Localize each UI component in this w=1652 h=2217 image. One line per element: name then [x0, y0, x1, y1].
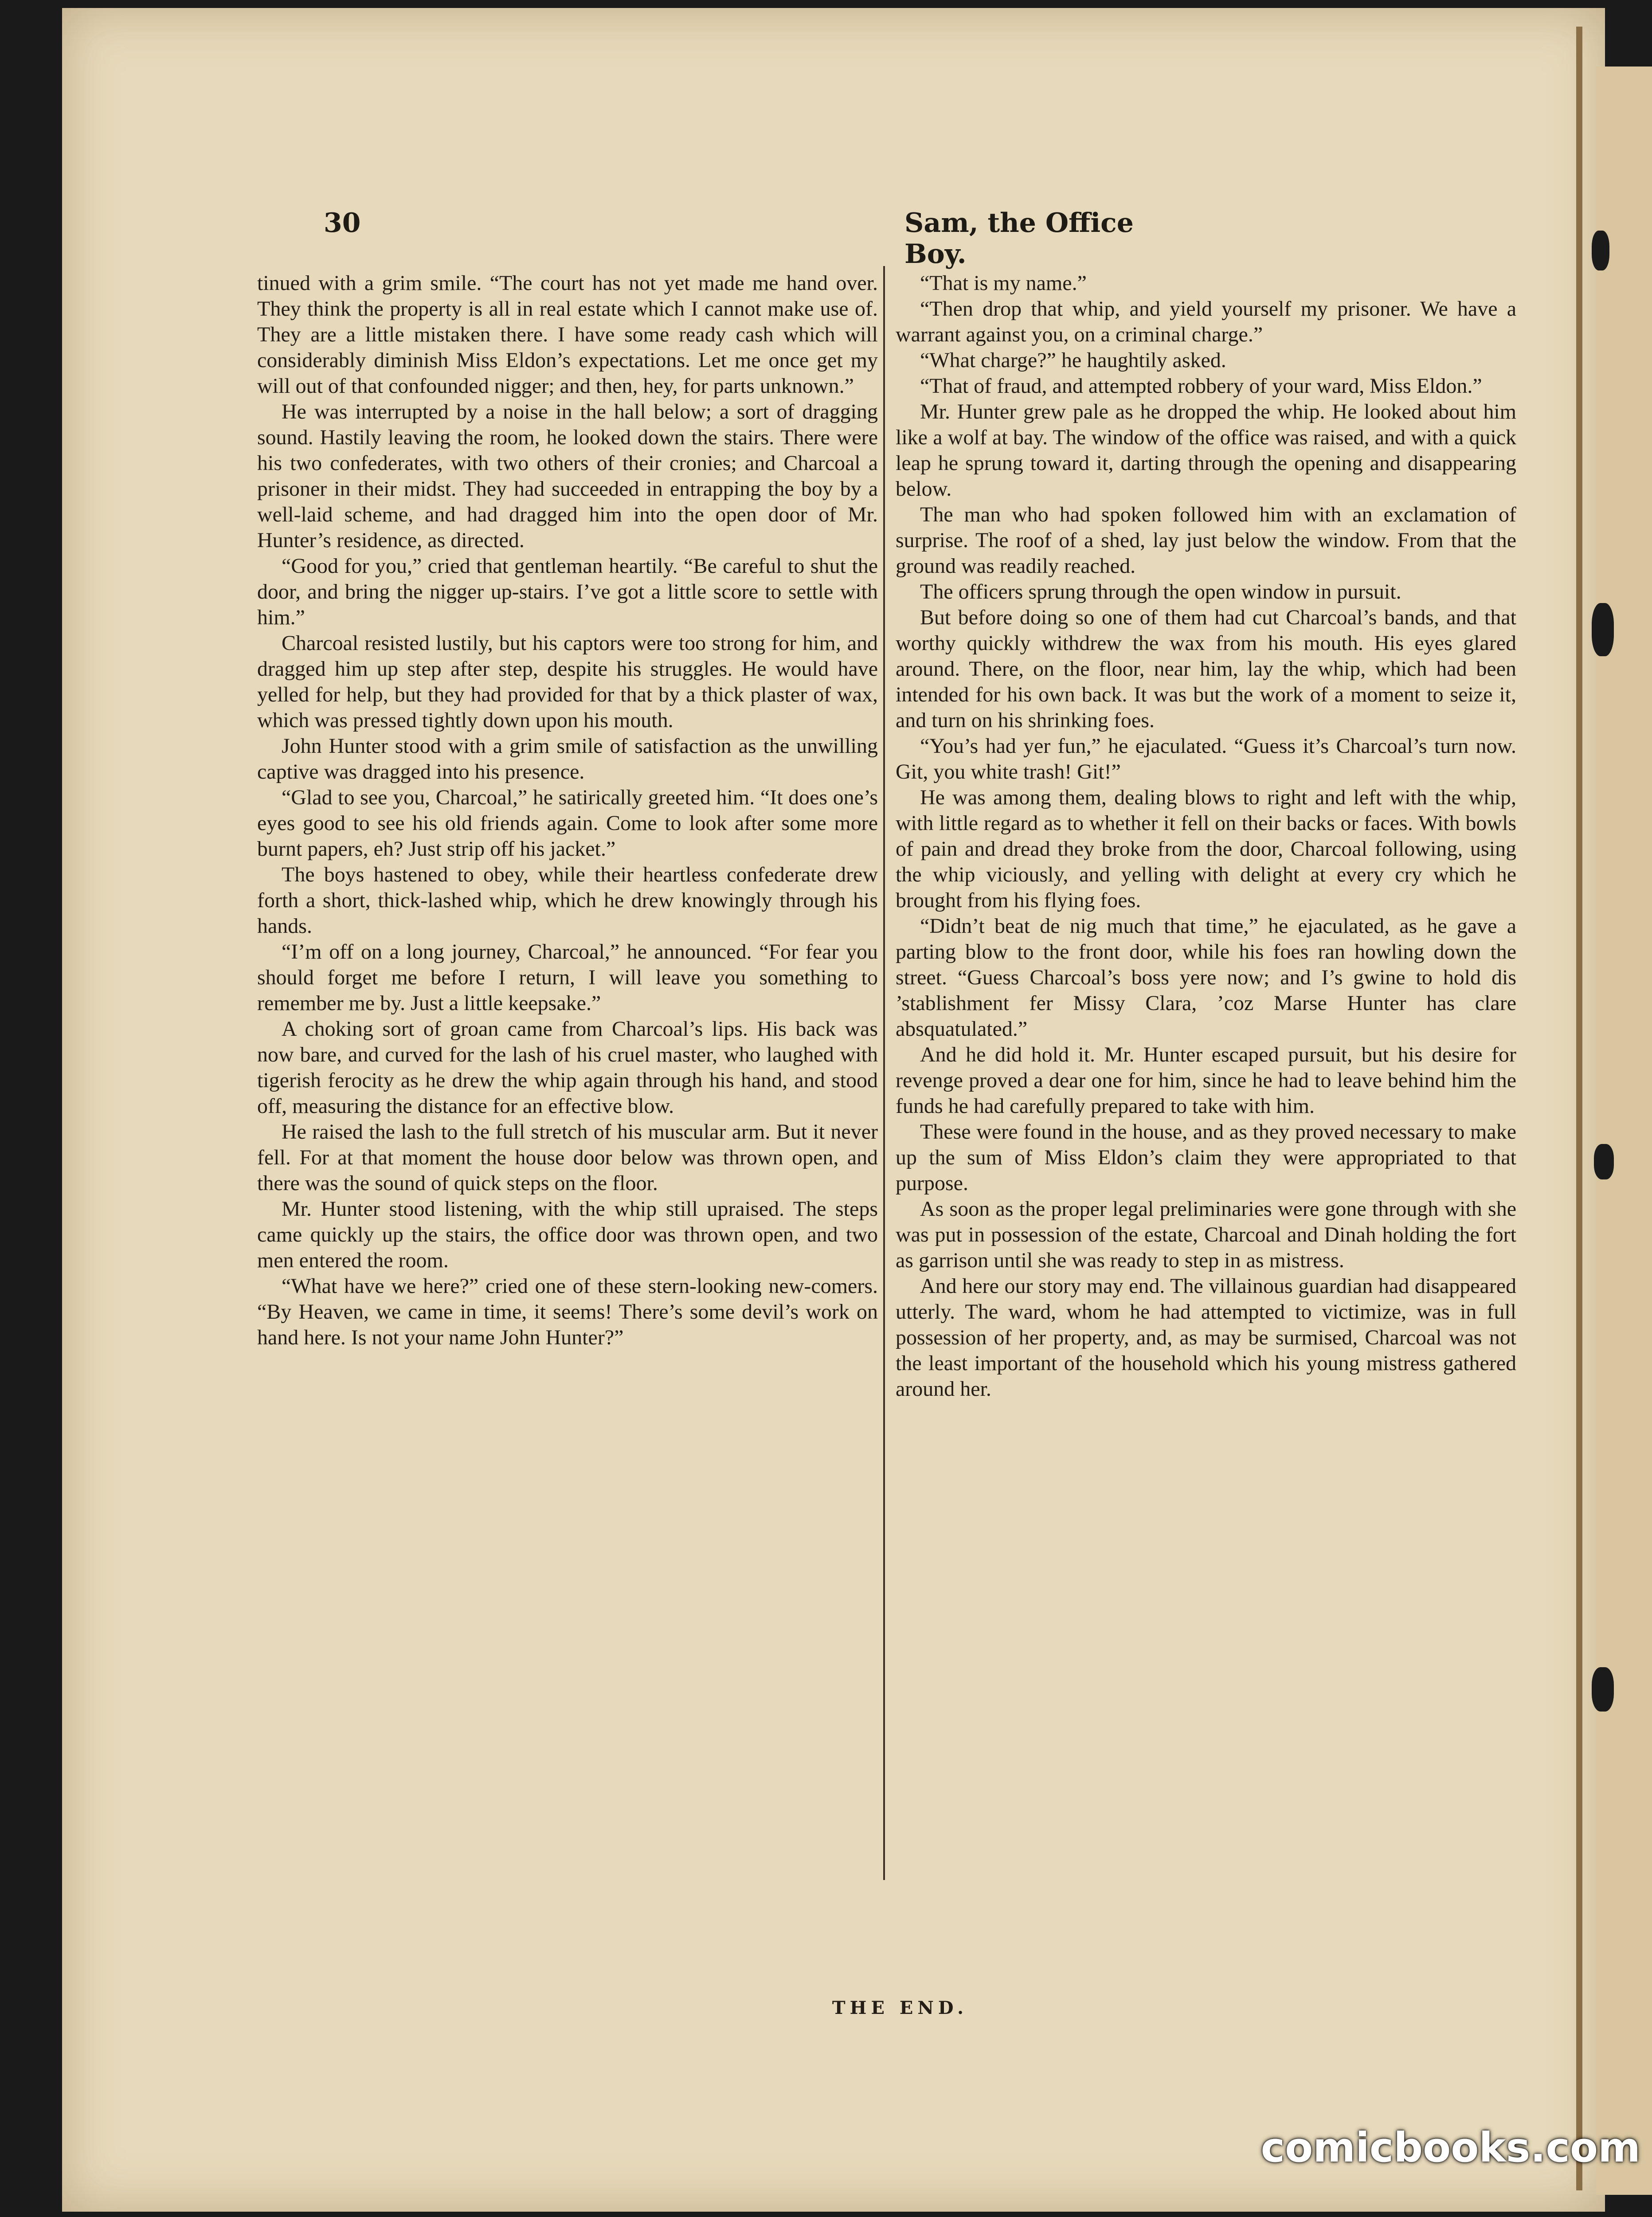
paragraph: And here our story may end. The villainous guardian had disappeared utterly. The ward, whom he had attempted to victimize, was in full possession of her property, and, as may be surmised, Charcoal was not the least important of the household which his young mistress gathered around her.	[896, 1274, 1516, 1401]
paragraph: He raised the lash to the full stretch of his muscular arm. But it never fell. For at that moment the house door below was thrown open, and there was the sound of quick steps on the floor.	[257, 1120, 878, 1195]
paragraph: But before doing so one of them had cut Charcoal’s bands, and that worthy quickly withdrew the wax from his mouth. His eyes glared around. There, on the floor, near him, lay the whip, which had been intended for his own back. It was but the work of a moment to seize it, and turn on his shrinking foes.	[896, 606, 1516, 732]
paragraph: Charcoal resisted lustily, but his captors were too strong for him, and dragged him up step after step, despite his struggles. He would have yelled for help, but they had provided for that by a thick plaster of wax, which was pressed tightly down upon his mouth.	[257, 631, 878, 732]
page-number: 30	[324, 208, 361, 239]
paragraph: And he did hold it. Mr. Hunter escaped pursuit, but his desire for revenge proved a dear one for him, since he had to leave behind him the funds he had carefully prepared to take with him.	[896, 1043, 1516, 1118]
paragraph: A choking sort of groan came from Charcoal’s lips. His back was now bare, and curved for the lash of his cruel master, who laughed with tigerish ferocity as he drew the whip again through his hand, and stood off, measuring the distance for an effective blow.	[257, 1017, 878, 1118]
running-title: Sam, the Office Boy.	[904, 208, 1134, 270]
paragraph: These were found in the house, and as they proved necessary to make up the sum of Miss Eldon’s claim they were appropriated to that purpose.	[896, 1120, 1516, 1195]
page-header	[257, 203, 1135, 270]
the-end-label: THE END.	[832, 1998, 968, 2018]
binding-stain	[1592, 603, 1614, 656]
paragraph: “What charge?” he haughtily asked.	[920, 349, 1226, 372]
binding-stain	[1592, 1667, 1614, 1712]
paragraph: “Didn’t beat de nig much that time,” he ejaculated, as he gave a parting blow to the front door, while his foes ran howling down the street. “Guess Charcoal’s boss yere now; and I’s gwine to hold dis ’stablishment fer Missy Clara, ’coz Marse Hunter has clare absquatulated.”	[896, 914, 1516, 1041]
paragraph: “Good for you,” cried that gentleman heartily. “Be careful to shut the door, and bring the nigger up-stairs. I’ve got a little score to settle with him.”	[257, 554, 878, 629]
paragraph: “You’s had yer fun,” he ejaculated. “Guess it’s Charcoal’s turn now. Git, you white trash! Git!”	[896, 734, 1516, 783]
paragraph: He was interrupted by a noise in the hall below; a sort of dragging sound. Hastily leaving the room, he looked down the stairs. There were his two confederates, with two others of their cronies; and Charcoal a prisoner in their midst. They had succeeded in entrapping the boy by a well-laid scheme, and had dragged him into the open door of Mr. Hunter’s residence, as directed.	[257, 400, 878, 552]
binding-stain	[1594, 1144, 1614, 1179]
paragraph: “Then drop that whip, and yield yourself my prisoner. We have a warrant against you, on a criminal charge.”	[896, 297, 1516, 346]
binding-stain	[1592, 231, 1609, 270]
paragraph: He was among them, dealing blows to right and left with the whip, with little regard as to whether it fell on their backs or faces. With bowls of pain and dread they broke from the door, Charcoal following, using the whip viciously, and yelling with delight at every cry which he brought from his flying foes.	[896, 786, 1516, 912]
column-divider	[883, 266, 885, 1880]
right-text-column	[896, 270, 1516, 1402]
paragraph: The boys hastened to obey, while their heartless confederate drew forth a short, thick-lashed whip, which he drew knowingly through his hands.	[257, 863, 878, 938]
paragraph: John Hunter stood with a grim smile of satisfaction as the unwilling captive was dragged into his presence.	[257, 734, 878, 783]
paragraph: Mr. Hunter stood listening, with the whip still upraised. The steps came quickly up the stairs, the office door was thrown open, and two men entered the room.	[257, 1197, 878, 1272]
paragraph: “Glad to see you, Charcoal,” he satirically greeted him. “It does one’s eyes good to see his old friends again. Come to look after some more burnt papers, eh? Just strip off his jacket.”	[257, 786, 878, 861]
paragraph: “I’m off on a long journey, Charcoal,” he announced. “For fear you should forget me before I return, I will leave you something to remember me by. Just a little keepsake.”	[257, 940, 878, 1015]
paragraph: As soon as the proper legal preliminaries were gone through with she was put in possession of the estate, Charcoal and Dinah holding the fort as garrison until she was ready to step in as mistress.	[896, 1197, 1516, 1272]
site-watermark: comicbooks.com	[1261, 2124, 1640, 2171]
paragraph: “That of fraud, and attempted robbery of your ward, Miss Eldon.”	[920, 374, 1482, 398]
paragraph: “What have we here?” cried one of these stern-looking new-comers. “By Heaven, we came in time, it seems! There’s some devil’s work on hand here. Is not your name John Hunter?”	[257, 1274, 878, 1349]
paragraph: The man who had spoken followed him with an exclamation of surprise. The roof of a shed, lay just below the window. From that the ground was readily reached.	[896, 503, 1516, 578]
paragraph: “That is my name.”	[920, 271, 1087, 295]
paragraph: The officers sprung through the open window in pursuit.	[920, 580, 1401, 603]
paragraph: Mr. Hunter grew pale as he dropped the whip. He looked about him like a wolf at bay. The window of the office was raised, and with a quick leap he sprung toward it, darting through the opening and disappearing below.	[896, 400, 1516, 501]
paragraph: tinued with a grim smile. “The court has not yet made me hand over. They think the property is all in real estate which I cannot make use of. They are a little mistaken there. I have some ready cash which will considerably diminish Miss Eldon’s expectations. Let me once get my will out of that confounded nigger; and then, hey, for parts unknown.”	[257, 271, 878, 398]
left-text-column	[257, 270, 878, 1351]
adjacent-page-edge	[1596, 67, 1652, 2195]
book-binding	[1576, 27, 1582, 2190]
